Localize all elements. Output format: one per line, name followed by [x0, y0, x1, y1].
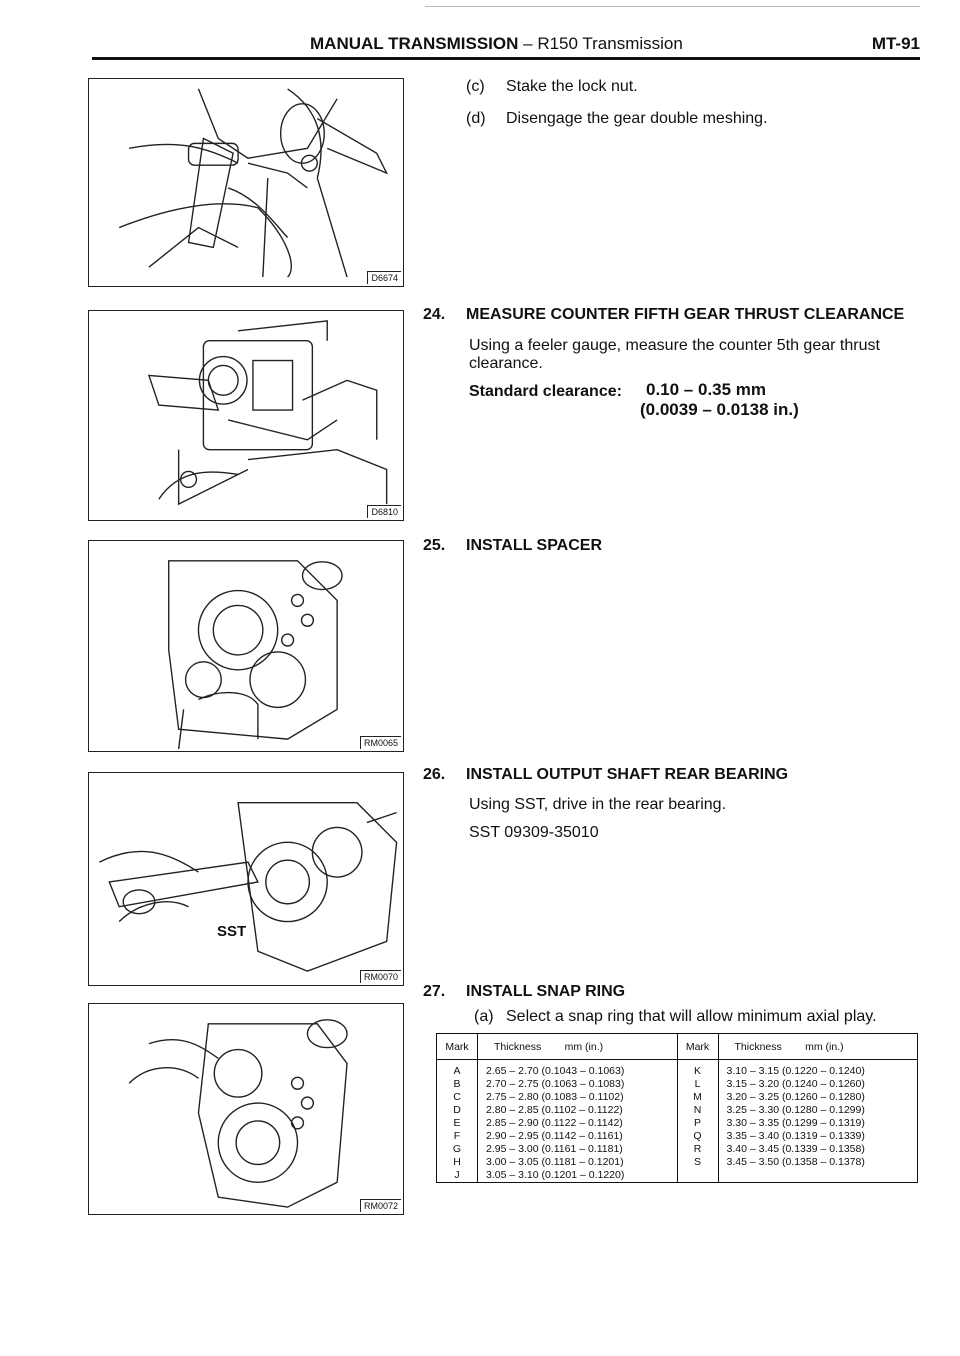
mark-cell: G: [437, 1143, 478, 1156]
table-row: [437, 1169, 918, 1183]
mark-cell: S: [677, 1156, 718, 1169]
mark-cell: F: [437, 1130, 478, 1143]
table-row: [437, 1060, 918, 1079]
mark-cell: [677, 1169, 718, 1183]
snap-ring-illustration: [89, 1004, 403, 1214]
thickness-cell: 2.65 – 2.70 (0.1043 – 0.1063): [478, 1060, 678, 1079]
mark-cell: J: [437, 1169, 478, 1183]
mark-cell: H: [437, 1156, 478, 1169]
mark-cell: B: [437, 1078, 478, 1091]
mark-cell: C: [437, 1091, 478, 1104]
step-25-number: 25.: [423, 537, 446, 554]
page-title: [310, 34, 683, 54]
table-row: [437, 1078, 918, 1091]
step-26-heading: INSTALL OUTPUT SHAFT REAR BEARING: [466, 766, 789, 783]
thickness-cell: 3.35 – 3.40 (0.1319 – 0.1339): [718, 1130, 918, 1143]
step-24-body-line1: Using a feeler gauge, measure the counter 5th gear thrust: [469, 337, 880, 354]
step-24-number: 24.: [423, 306, 446, 323]
col-thickness-left: [478, 1034, 678, 1060]
table-row: [437, 1143, 918, 1156]
table-row: [437, 1091, 918, 1104]
feeler-gauge-illustration: [89, 311, 403, 520]
table-header-row: [437, 1034, 918, 1060]
thickness-cell: 3.10 – 3.15 (0.1220 – 0.1240): [718, 1060, 918, 1079]
table-row: [437, 1104, 918, 1117]
step-27-number: 27.: [423, 983, 446, 1000]
thickness-cell: 3.15 – 3.20 (0.1240 – 0.1260): [718, 1078, 918, 1091]
mark-cell: Q: [677, 1130, 718, 1143]
unit-label: mm (in.): [564, 1040, 604, 1053]
mark-cell: L: [677, 1078, 718, 1091]
step-c-text: Stake the lock nut.: [506, 78, 638, 95]
thickness-cell: 2.90 – 2.95 (0.1142 – 0.1161): [478, 1130, 678, 1143]
figure-install-spacer: [88, 540, 404, 752]
thickness-cell: 2.80 – 2.85 (0.1102 – 0.1122): [478, 1104, 678, 1117]
figure-install-bearing: [88, 772, 404, 986]
col-mark-right: Mark: [677, 1034, 718, 1060]
thickness-cell: [718, 1169, 918, 1183]
sst-label: SST: [217, 923, 247, 940]
figure-code: RM0070: [360, 970, 401, 983]
figure-code: D6674: [367, 271, 401, 284]
thickness-cell: 2.95 – 3.00 (0.1161 – 0.1181): [478, 1143, 678, 1156]
mark-cell: D: [437, 1104, 478, 1117]
thickness-cell: 3.20 – 3.25 (0.1260 – 0.1280): [718, 1091, 918, 1104]
bearing-illustration: [89, 773, 403, 985]
thickness-cell: 3.40 – 3.45 (0.1339 – 0.1358): [718, 1143, 918, 1156]
header-rule: [92, 57, 920, 60]
thickness-label: Thickness: [494, 1040, 542, 1053]
figure-code: RM0072: [360, 1199, 401, 1212]
mark-cell: A: [437, 1060, 478, 1079]
title-bold: MANUAL TRANSMISSION: [310, 34, 519, 53]
step-26-number: 26.: [423, 766, 446, 783]
thickness-label: Thickness: [734, 1040, 782, 1053]
page-number: MT-91: [871, 34, 920, 53]
mark-cell: K: [677, 1060, 718, 1079]
figure-snap-ring: [88, 1003, 404, 1215]
spacer-illustration: [89, 541, 403, 751]
step-d-label: (d): [466, 110, 486, 127]
step-24-body-line2: clearance.: [469, 355, 543, 372]
figure-feeler-gauge: [88, 310, 404, 521]
unit-label: mm (in.): [805, 1040, 844, 1053]
mark-cell: P: [677, 1117, 718, 1130]
spec-inch: (0.0039 – 0.0138 in.): [640, 400, 799, 419]
col-mark-left: Mark: [437, 1034, 478, 1060]
thickness-cell: 3.00 – 3.05 (0.1181 – 0.1201): [478, 1156, 678, 1169]
step-24-heading: MEASURE COUNTER FIFTH GEAR THRUST CLEARANCE: [466, 306, 905, 323]
page-header: [92, 30, 920, 60]
title-rest: – R150 Transmission: [518, 34, 683, 53]
step-d-text: Disengage the gear double meshing.: [506, 110, 768, 127]
snap-ring-table: [436, 1033, 918, 1183]
thickness-cell: 3.45 – 3.50 (0.1358 – 0.1378): [718, 1156, 918, 1169]
step-25-heading: INSTALL SPACER: [466, 537, 603, 554]
step-26-body-line1: Using SST, drive in the rear bearing.: [469, 796, 727, 813]
thickness-cell: 3.25 – 3.30 (0.1280 – 0.1299): [718, 1104, 918, 1117]
spec-label: Standard clearance:: [469, 383, 622, 400]
step-c-label: (c): [466, 78, 485, 95]
figure-code: D6810: [367, 505, 401, 518]
col-thickness-right: [718, 1034, 918, 1060]
thickness-cell: 3.30 – 3.35 (0.1299 – 0.1319): [718, 1117, 918, 1130]
mark-cell: R: [677, 1143, 718, 1156]
table-row: [437, 1156, 918, 1169]
thickness-cell: 3.05 – 3.10 (0.1201 – 0.1220): [478, 1169, 678, 1183]
table-row: [437, 1130, 918, 1143]
thickness-cell: 2.75 – 2.80 (0.1083 – 0.1102): [478, 1091, 678, 1104]
step-27-heading: INSTALL SNAP RING: [466, 983, 626, 1000]
figure-stake-lock-nut: [88, 78, 404, 287]
step-27-sub-text: Select a snap ring that will allow minimum axial play.: [506, 1008, 877, 1025]
figure-code: RM0065: [360, 736, 401, 749]
spec-value: 0.10 – 0.35 mm: [646, 380, 767, 399]
table-row: [437, 1117, 918, 1130]
step-26-body-line2: SST 09309-35010: [469, 824, 599, 841]
mark-cell: E: [437, 1117, 478, 1130]
step-27-sub-label: (a): [474, 1008, 494, 1025]
mark-cell: M: [677, 1091, 718, 1104]
mark-cell: N: [677, 1104, 718, 1117]
thickness-cell: 2.70 – 2.75 (0.1063 – 0.1083): [478, 1078, 678, 1091]
thickness-cell: 2.85 – 2.90 (0.1122 – 0.1142): [478, 1117, 678, 1130]
top-scan-rule: [425, 6, 920, 7]
stake-nut-illustration: [89, 79, 403, 286]
